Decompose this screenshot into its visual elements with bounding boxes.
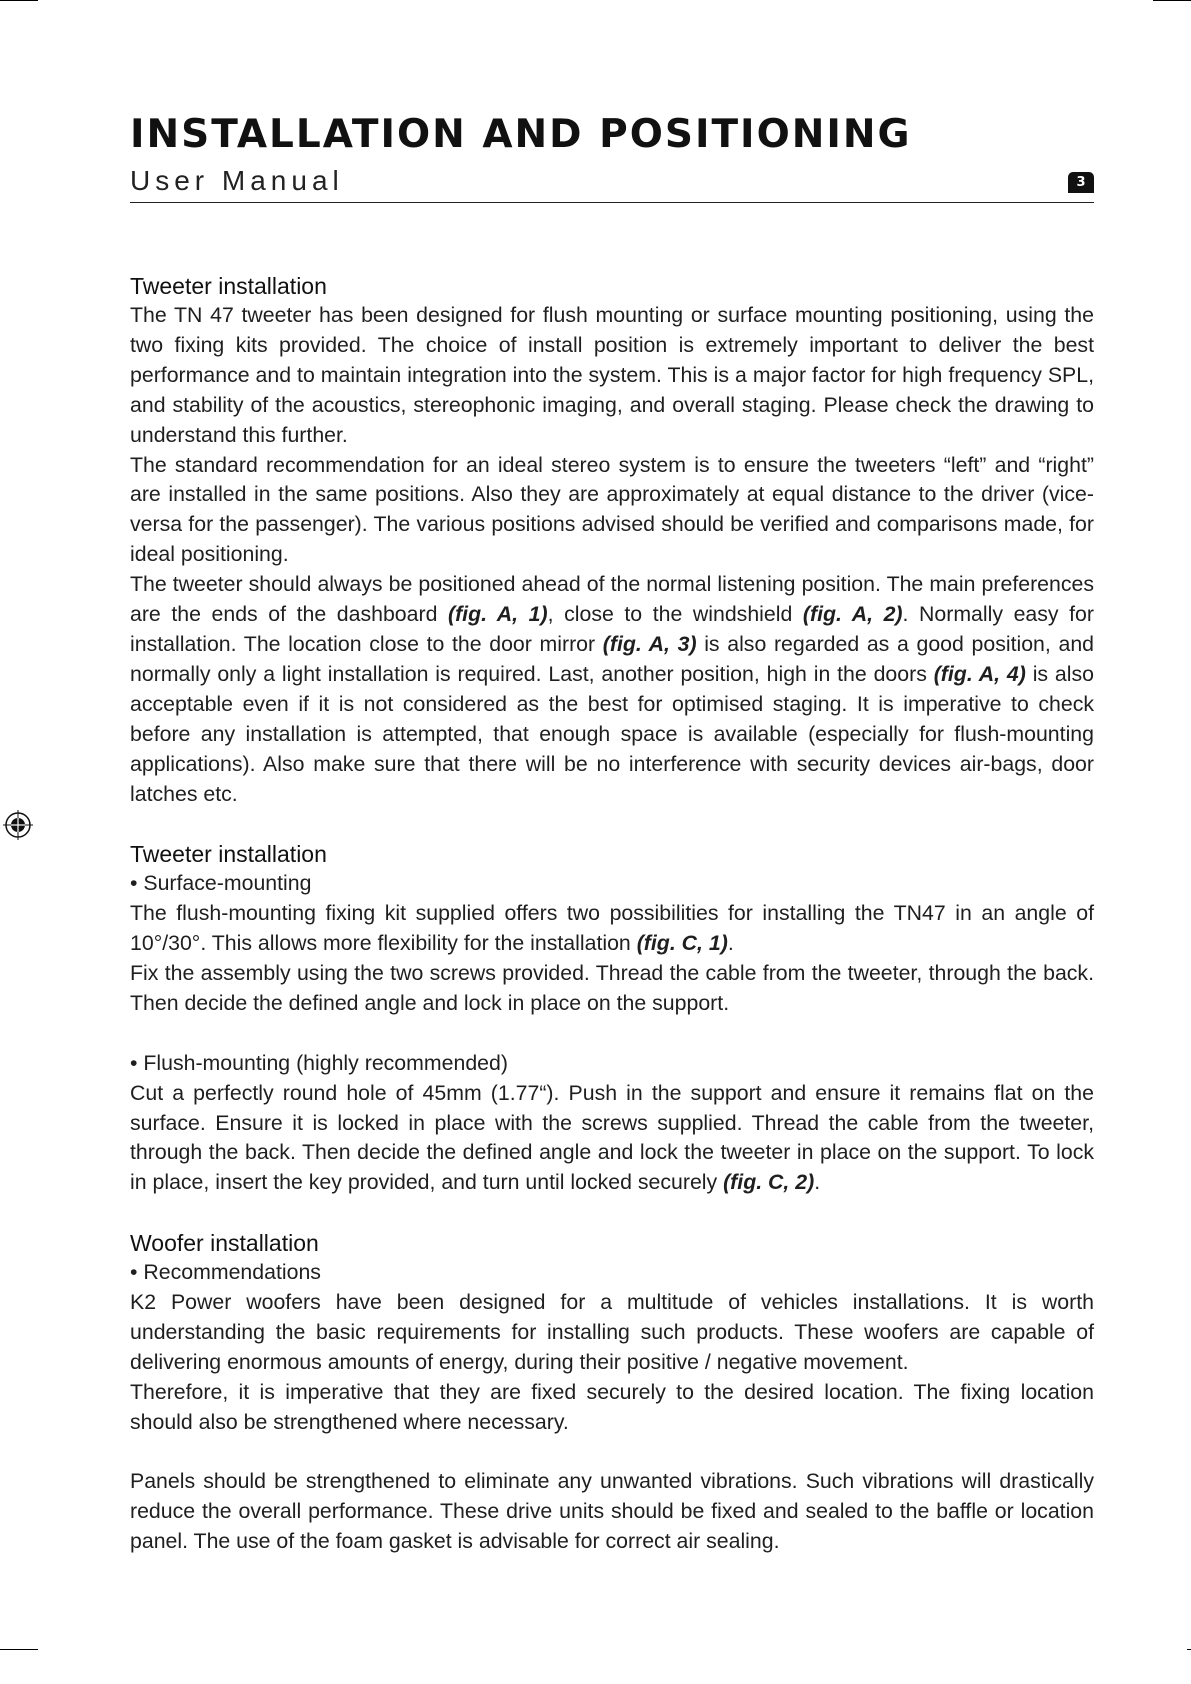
section-heading: Woofer installation: [130, 1230, 319, 1257]
paragraph: Fix the assembly using the two screws provided. Thread the cable from the tweeter, through the back. Then decide the defined angle and lock in place on the support.: [130, 961, 1094, 1015]
text-run: .: [814, 1170, 821, 1195]
spacer: [130, 1438, 1094, 1468]
page-title: INSTALLATION AND POSITIONING: [130, 112, 912, 157]
paragraph: The standard recommendation for an ideal stereo system is to ensure the tweeters “left” and “right” are installed in the same positions. Also they are approximately at equal distance to the driver (vice-versa for the passenger). The various positions advised should be verified and comparisons made, for ideal positioning.: [130, 452, 1094, 567]
spacer: [130, 1198, 1094, 1228]
crop-mark-bottom-right: [1187, 1649, 1191, 1650]
page-header: [130, 108, 1094, 203]
text-run: .: [727, 931, 734, 956]
bullet-item: • Flush-mounting (highly recommended): [130, 1050, 508, 1075]
paragraph: [130, 570, 1094, 809]
page-number-badge: 3: [1068, 172, 1094, 193]
text-run: Cut a perfectly round hole of 45mm (1.77“). Push in the support and ensure it remains flat on the surface. Ensure it is locked in place with the screws supplied. Thread the cable from the tweeter, through the back. Then decide the defined angle and lock the tweeter in place on the support. To lock in place, insert the key provided, and turn until locked securely: [130, 1080, 1094, 1195]
bullet-item: • Surface-mounting: [130, 871, 312, 896]
paragraph: [130, 1079, 1094, 1199]
spacer: [130, 809, 1094, 839]
figure-reference: (fig. A, 4): [933, 661, 1026, 686]
paragraph: Panels should be strengthened to eliminate any unwanted vibrations. Such vibrations will drastically reduce the overall performance. These drive units should be fixed and sealed to the baffle or location panel. The use of the foam gasket is advisable for correct air sealing.: [130, 1469, 1094, 1554]
figure-reference: (fig. C, 2): [723, 1170, 815, 1195]
text-run: The flush-mounting fixing kit supplied offers two possibilities for installing the TN47 in an angle of 10°/30°. This allows more flexibility for the installation: [130, 901, 1094, 956]
text-run: , close to the windshield: [547, 602, 803, 627]
text-run: is also acceptable even if it is not considered as the best for optimised staging. It is imperative to check before any installation is attempted, that enough space is available (especially for flush-mounting applications). Also make sure that there will be no interference with security devices air-bags, door latches etc.: [130, 661, 1094, 806]
section-tweeter-positioning: [130, 271, 1094, 809]
figure-reference: (fig. A, 1): [448, 602, 548, 627]
paragraph: [130, 899, 1094, 959]
crop-mark-bottom-left: [0, 1649, 38, 1650]
bullet-item: • Recommendations: [130, 1260, 321, 1285]
figure-reference: (fig. A, 3): [602, 631, 697, 656]
crop-mark-top-left: [0, 0, 38, 1]
section-heading: Tweeter installation: [130, 841, 327, 868]
section-woofer-installation: [130, 1228, 1094, 1557]
subtitle-row: [130, 162, 1094, 203]
section-tweeter-installation: [130, 839, 1094, 1198]
page-subtitle: User Manual: [130, 165, 344, 196]
figure-reference: (fig. C, 1): [636, 931, 728, 956]
crop-mark-top-right: [1153, 0, 1191, 1]
registration-mark-icon: [3, 810, 33, 840]
spacer: [130, 1019, 1094, 1049]
paragraph: Therefore, it is imperative that they are fixed securely to the desired location. The fixing location should also be strengthened where necessary.: [130, 1379, 1094, 1434]
paragraph: The TN 47 tweeter has been designed for flush mounting or surface mounting positioning, using the two fixing kits provided. The choice of install position is extremely important to deliver the best performance and to maintain integration into the system. This is a major factor for high frequency SPL, and stability of the acoustics, stereophonic imaging, and overall staging. Please check the drawing to understand this further.: [130, 303, 1094, 447]
text-run: is also regarded as a good position, and normally only a light installation is required. Last, another position, high in the doors: [130, 631, 1095, 686]
section-heading: Tweeter installation: [130, 273, 327, 299]
document-body: [130, 271, 1094, 1557]
figure-reference: (fig. A, 2): [802, 602, 903, 627]
text-run: The tweeter should always be positioned ahead of the normal listening position. The main preferences are the ends of the dashboard: [130, 572, 1094, 627]
text-run: . Normally easy for installation. The location close to the door mirror: [130, 602, 1094, 656]
paragraph: K2 Power woofers have been designed for a multitude of vehicles installations. It is worth understanding the basic requirements for installing such products. These woofers are capable of delivering enormous amounts of energy, during their positive / negative movement.: [130, 1290, 1094, 1374]
